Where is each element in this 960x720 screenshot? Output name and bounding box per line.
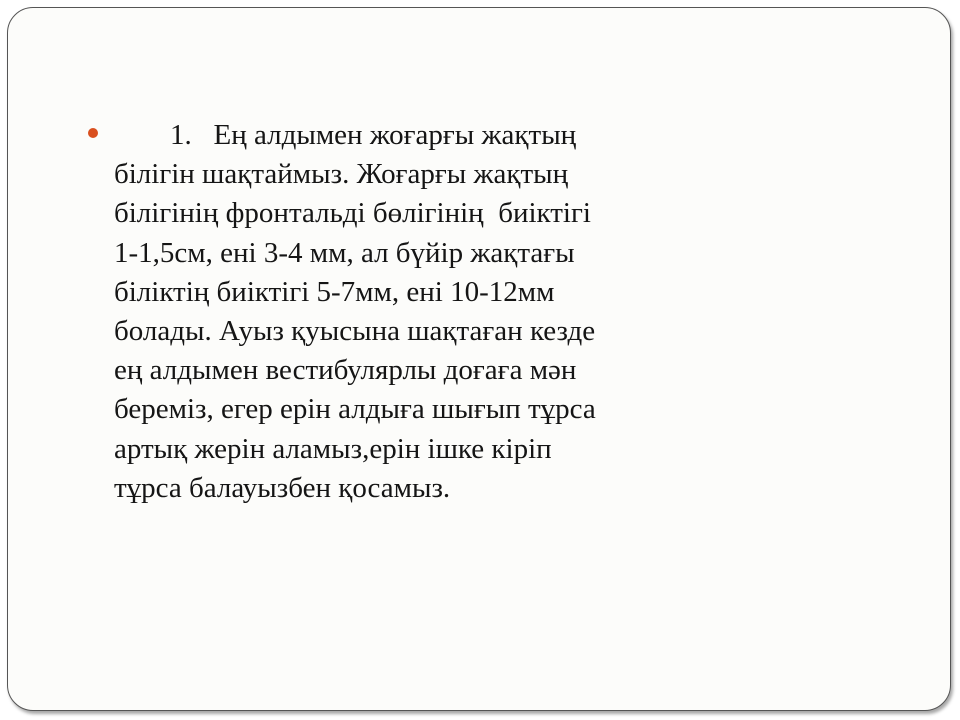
bullet-paragraph [114, 116, 788, 508]
bullet-dot-icon [88, 128, 98, 138]
text-line-10: тұрса балауызбен қосамыз. [114, 471, 451, 504]
text-line-1 [114, 116, 788, 155]
text-line-4: 1-1,5см, ені 3-4 мм, ал бүйір жақтағы [114, 236, 575, 269]
line-1-text: Ең алдымен жоғарғы жақтың [213, 119, 577, 151]
list-number: 1. [170, 119, 192, 151]
text-line-7: ең алдымен вестибулярлы доғаға мән [114, 354, 577, 387]
slide-frame [7, 7, 951, 711]
text-line-2: білігін шақтаймыз. Жоғарғы жақтың [114, 158, 569, 191]
text-line-9: артық жерін аламыз,ерін ішке кіріп [114, 432, 552, 465]
slide-content [88, 116, 788, 508]
text-line-5: біліктің биіктігі 5-7мм, ені 10-12мм [114, 275, 555, 308]
text-line-6: болады. Ауыз қуысына шақтаған кезде [114, 315, 596, 348]
bullet-item [88, 116, 788, 508]
text-line-8: береміз, егер ерін алдыға шығып тұрса [114, 393, 596, 426]
text-line-3: білігінің фронтальді бөлігінің биіктігі [114, 197, 591, 230]
